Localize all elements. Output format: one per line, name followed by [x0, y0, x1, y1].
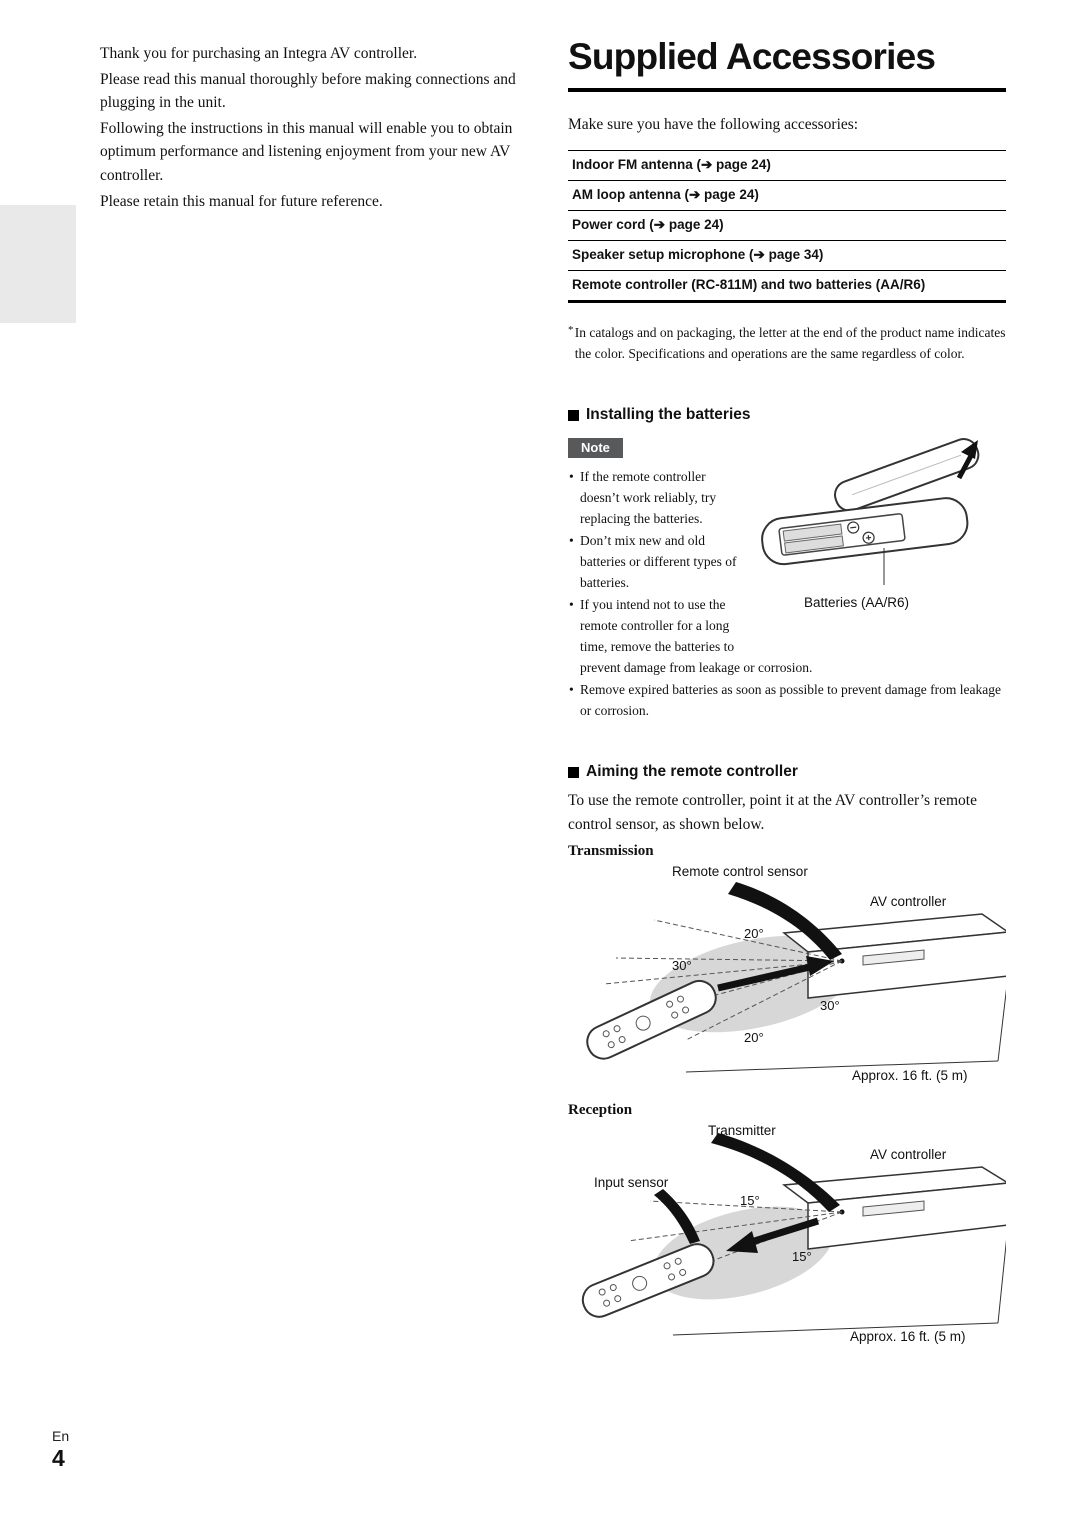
page-language: En: [52, 1428, 70, 1444]
note-bullet: • Remove expired batteries as soon as possible to prevent damage from leakage or corrosion.: [568, 679, 1006, 721]
section-square-icon: [568, 767, 579, 778]
section-square-icon: [568, 410, 579, 421]
label-transmitter: Transmitter: [708, 1123, 776, 1138]
footnote: [568, 323, 1006, 364]
transmission-diagram: [568, 864, 1006, 1096]
intro-paragraph: Thank you for purchasing an Integra AV controller.: [100, 45, 418, 62]
angle-label: 15°: [740, 1193, 760, 1208]
battery-notes-list: [568, 466, 1006, 721]
edge-index-tab: [0, 205, 76, 323]
distance-label: Approx. 16 ft. (5 m): [850, 1329, 966, 1344]
footnote-text: In catalogs and on packaging, the letter at the end of the product name indicates the color. Specifications and operations are the same regardless of color.: [574, 325, 1006, 361]
aiming-intro: To use the remote controller, point it at the AV controller’s remote control sensor, as shown below.: [568, 792, 977, 833]
batteries-caption: Batteries (AA/R6): [804, 595, 910, 610]
accessories-table: [568, 150, 1006, 303]
heading-installing-batteries: [568, 406, 1006, 424]
batteries-section: [568, 438, 1006, 721]
angle-label: 30°: [672, 958, 692, 973]
angle-label: 30°: [820, 998, 840, 1013]
distance-label: Approx. 16 ft. (5 m): [852, 1068, 968, 1083]
heading-aiming-remote: [568, 763, 1006, 781]
intro-paragraph: Following the instructions in this manual will enable you to obtain optimum performance and listening enjoyment from your new AV controller.: [100, 119, 513, 184]
label-av-controller: AV controller: [870, 1147, 947, 1162]
heading-label: Installing the batteries: [586, 406, 751, 423]
label-remote-control-sensor: Remote control sensor: [672, 864, 808, 879]
intro-paragraph: Please read this manual thoroughly before making connections and plugging in the unit.: [100, 70, 516, 111]
accessories-intro: Make sure you have the following accessories:: [568, 116, 859, 133]
angle-label: 20°: [744, 1030, 764, 1045]
left-intro: [100, 42, 538, 216]
right-column: [568, 36, 1006, 1351]
note-bullet: • If the remote controller doesn’t work reliably, try replacing the batteries.: [568, 466, 1006, 529]
note-bullet: • Don’t mix new and old batteries or different types of batteries.: [568, 530, 1006, 593]
accessory-row: Remote controller (RC-811M) and two batteries (AA/R6): [572, 277, 926, 292]
reception-diagram: [568, 1123, 1006, 1351]
note-bullet: • If you intend not to use the remote controller for a long time, remove the batteries to prevent damage from leakage or corrosion.: [568, 594, 1006, 678]
page-footer: [52, 1428, 69, 1472]
note-badge: Note: [568, 438, 623, 458]
angle-label: 15°: [792, 1249, 812, 1264]
intro-paragraph: Please retain this manual for future reference.: [100, 193, 383, 210]
footnote-marker: *: [568, 324, 574, 336]
title-rule: [568, 88, 1006, 92]
reception-label: Reception: [568, 1102, 633, 1118]
accessory-row: Power cord (➔ page 24): [568, 211, 1006, 241]
page-number: 4: [52, 1445, 65, 1471]
accessory-row: Indoor FM antenna (➔ page 24): [568, 151, 1006, 181]
label-input-sensor: Input sensor: [594, 1175, 669, 1190]
heading-label: Aiming the remote controller: [586, 763, 798, 780]
label-av-controller: AV controller: [870, 894, 947, 909]
page-title: Supplied Accessories: [568, 36, 936, 77]
transmission-label: Transmission: [568, 843, 654, 859]
accessory-row: Speaker setup microphone (➔ page 34): [568, 241, 1006, 271]
accessory-row: AM loop antenna (➔ page 24): [568, 181, 1006, 211]
angle-label: 20°: [744, 926, 764, 941]
